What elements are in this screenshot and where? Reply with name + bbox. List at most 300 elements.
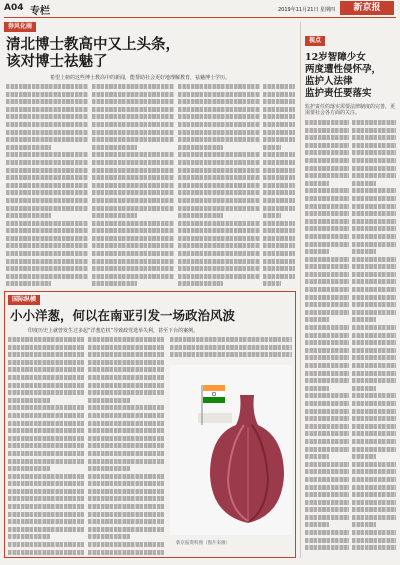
text-line — [92, 243, 174, 248]
text-line — [88, 451, 164, 456]
text-line — [305, 287, 349, 292]
text-line — [352, 424, 396, 429]
text-line — [352, 462, 396, 467]
text-line — [92, 259, 174, 264]
right-body-col-1 — [305, 120, 349, 556]
text-line — [352, 439, 396, 444]
text-line — [305, 158, 349, 163]
text-line — [92, 107, 174, 112]
text-line — [92, 183, 174, 188]
text-line — [263, 145, 281, 150]
text-line — [8, 542, 84, 547]
text-line — [8, 466, 50, 471]
text-line — [88, 527, 164, 532]
text-line — [88, 504, 164, 509]
text-line — [88, 496, 164, 501]
text-line — [352, 538, 396, 543]
text-line — [92, 152, 174, 157]
text-line — [305, 188, 349, 193]
text-line — [352, 211, 396, 216]
text-line — [305, 416, 349, 421]
text-line — [352, 310, 396, 315]
text-line — [305, 249, 329, 254]
text-line — [88, 367, 164, 372]
text-line — [8, 519, 84, 524]
text-line — [352, 166, 396, 171]
text-line — [352, 264, 396, 269]
newspaper-logo: 新京报 — [340, 1, 394, 15]
left-body-col-3 — [178, 84, 260, 288]
text-line — [88, 512, 164, 517]
text-line — [178, 259, 260, 264]
text-line — [305, 242, 349, 247]
text-line — [178, 243, 260, 248]
text-line — [305, 378, 349, 383]
text-line — [8, 534, 50, 539]
left-body-col-1 — [6, 84, 88, 288]
text-line — [178, 251, 260, 256]
right-headline-line4: 监护责任要落实 — [305, 88, 372, 99]
right-subtitle: 监护责任的落实需要法律制度的完善，更需要社会各方面的关注。 — [305, 104, 396, 116]
text-line — [352, 409, 396, 414]
text-line — [6, 236, 88, 241]
text-line — [178, 92, 260, 97]
text-line — [305, 348, 349, 353]
text-line — [305, 257, 349, 262]
text-line — [305, 196, 349, 201]
left-body-col-2 — [92, 84, 174, 288]
text-line — [305, 371, 349, 376]
onion-photo — [170, 365, 292, 535]
text-line — [6, 99, 88, 104]
text-line — [352, 340, 396, 345]
text-line — [352, 333, 396, 338]
text-line — [305, 447, 349, 452]
text-line — [263, 183, 295, 188]
text-line — [305, 325, 349, 330]
text-line — [88, 459, 164, 464]
text-line — [6, 160, 88, 165]
text-line — [352, 393, 396, 398]
text-line — [92, 206, 174, 211]
text-line — [8, 481, 84, 486]
text-line — [305, 431, 349, 436]
text-line — [352, 317, 376, 322]
text-line — [88, 413, 164, 418]
text-line — [352, 234, 396, 239]
text-line — [178, 206, 260, 211]
text-line — [305, 310, 349, 315]
text-line — [6, 130, 88, 135]
text-line — [352, 454, 376, 459]
section-name: 专栏 — [30, 6, 50, 17]
text-line — [352, 522, 376, 527]
text-line — [88, 489, 164, 494]
page-number: A04 — [4, 3, 24, 13]
bottom-body-col-3-top — [170, 337, 292, 363]
text-line — [305, 386, 329, 391]
text-line — [305, 492, 349, 497]
text-line — [6, 243, 88, 248]
bottom-body-col-1 — [8, 337, 84, 555]
text-line — [263, 175, 295, 180]
text-line — [352, 545, 396, 550]
text-line — [263, 228, 295, 233]
right-headline-line3: 监护人法律 — [305, 76, 353, 87]
text-line — [6, 259, 88, 264]
text-line — [263, 114, 295, 119]
text-line — [178, 168, 260, 173]
text-line — [352, 477, 396, 482]
text-line — [352, 416, 396, 421]
text-line — [305, 355, 349, 360]
text-line — [352, 363, 396, 368]
text-line — [305, 454, 329, 459]
text-line — [8, 496, 84, 501]
text-line — [178, 99, 260, 104]
text-line — [305, 538, 349, 543]
text-line — [8, 443, 84, 448]
text-line — [92, 168, 174, 173]
text-line — [305, 340, 349, 345]
text-line — [88, 443, 164, 448]
text-line — [178, 175, 260, 180]
text-line — [92, 114, 174, 119]
text-line — [352, 181, 376, 186]
text-line — [305, 264, 349, 269]
text-line — [263, 198, 295, 203]
text-line — [6, 213, 51, 218]
bottom-body-col-2 — [88, 337, 164, 555]
issue-date: 2019年11月21日 星期四 — [278, 7, 336, 13]
text-line — [305, 128, 349, 133]
text-line — [88, 542, 164, 547]
column-tag-bottom: 国际纵横 — [8, 295, 40, 305]
text-line — [263, 84, 295, 89]
right-body-col-2 — [352, 120, 396, 556]
text-line — [8, 489, 84, 494]
text-line — [305, 507, 349, 512]
text-line — [178, 274, 260, 279]
text-line — [178, 145, 223, 150]
text-line — [263, 130, 295, 135]
text-line — [88, 534, 130, 539]
text-line — [305, 522, 329, 527]
text-line — [178, 107, 260, 112]
text-line — [352, 355, 396, 360]
text-line — [178, 160, 260, 165]
text-line — [352, 279, 396, 284]
left-headline-line1: 清北博士教高中又上头条， — [6, 36, 180, 53]
text-line — [8, 459, 84, 464]
text-line — [263, 122, 295, 127]
text-line — [92, 99, 174, 104]
text-line — [92, 228, 174, 233]
text-line — [178, 190, 260, 195]
text-line — [6, 266, 88, 271]
text-line — [92, 266, 174, 271]
text-line — [305, 166, 349, 171]
text-line — [170, 345, 292, 350]
text-line — [8, 405, 84, 410]
text-line — [88, 398, 130, 403]
text-line — [305, 302, 349, 307]
text-line — [305, 173, 349, 178]
text-line — [305, 272, 349, 277]
text-line — [6, 198, 88, 203]
text-line — [6, 228, 88, 233]
text-line — [88, 481, 164, 486]
text-line — [92, 213, 137, 218]
text-line — [352, 196, 396, 201]
text-line — [6, 168, 88, 173]
text-line — [263, 107, 295, 112]
text-line — [8, 352, 84, 357]
text-line — [352, 401, 396, 406]
text-line — [263, 92, 295, 97]
text-line — [8, 436, 84, 441]
text-line — [6, 281, 51, 286]
text-line — [6, 175, 88, 180]
text-line — [305, 333, 349, 338]
text-line — [8, 345, 84, 350]
text-line — [170, 337, 292, 342]
text-line — [8, 421, 84, 426]
text-line — [263, 221, 295, 226]
text-line — [178, 183, 260, 188]
text-line — [178, 84, 260, 89]
text-line — [8, 383, 84, 388]
text-line — [263, 274, 295, 279]
text-line — [352, 204, 396, 209]
text-line — [352, 226, 396, 231]
text-line — [305, 424, 349, 429]
text-line — [263, 160, 295, 165]
text-line — [8, 451, 84, 456]
text-line — [263, 213, 281, 218]
column-divider — [300, 22, 301, 558]
bottom-headline: 小小洋葱，何以在南亚引发一场政治风波 — [10, 308, 236, 323]
text-line — [170, 352, 292, 357]
text-line — [352, 492, 396, 497]
text-line — [263, 99, 295, 104]
text-line — [305, 515, 349, 520]
text-line — [6, 145, 51, 150]
text-line — [178, 266, 260, 271]
text-line — [178, 137, 260, 142]
text-line — [88, 405, 164, 410]
left-subtitle: 希望上榜的这些博士教高中的新闻，能帮助社会更好地理解教育，祛魅博士学历。 — [50, 75, 231, 81]
text-line — [352, 242, 396, 247]
text-line — [178, 236, 260, 241]
text-line — [8, 527, 84, 532]
text-line — [305, 439, 349, 444]
text-line — [92, 175, 174, 180]
text-line — [178, 281, 223, 286]
text-line — [6, 251, 88, 256]
text-line — [305, 477, 349, 482]
text-line — [305, 295, 349, 300]
text-line — [178, 130, 260, 135]
text-line — [305, 135, 349, 140]
text-line — [352, 325, 396, 330]
text-line — [8, 512, 84, 517]
text-line — [352, 257, 396, 262]
text-line — [88, 436, 164, 441]
text-line — [178, 114, 260, 119]
text-line — [352, 348, 396, 353]
text-line — [305, 204, 349, 209]
text-line — [263, 251, 295, 256]
text-line — [178, 228, 260, 233]
text-line — [6, 221, 88, 226]
column-tag-right: 视点 — [305, 36, 325, 46]
page-header — [0, 0, 400, 18]
bottom-subtitle: 印度历史上就曾发生过多起“洋葱危机”导致政党选举失利，甚至下台的案例。 — [28, 328, 199, 334]
text-line — [92, 274, 174, 279]
text-line — [263, 137, 295, 142]
text-line — [352, 150, 396, 155]
text-line — [92, 145, 137, 150]
text-line — [88, 474, 164, 479]
text-line — [352, 135, 396, 140]
text-line — [305, 211, 349, 216]
text-line — [8, 474, 84, 479]
text-line — [88, 360, 164, 365]
text-line — [92, 281, 137, 286]
text-line — [352, 378, 396, 383]
text-line — [178, 221, 260, 226]
text-line — [6, 152, 88, 157]
text-line — [305, 409, 349, 414]
text-line — [352, 371, 396, 376]
text-line — [305, 500, 349, 505]
text-line — [263, 168, 295, 173]
text-line — [88, 550, 164, 555]
text-line — [305, 462, 349, 467]
text-line — [352, 500, 396, 505]
text-line — [178, 198, 260, 203]
text-line — [352, 120, 396, 125]
text-line — [6, 92, 88, 97]
text-line — [92, 190, 174, 195]
text-line — [305, 226, 349, 231]
text-line — [352, 447, 396, 452]
text-line — [263, 190, 295, 195]
text-line — [8, 504, 84, 509]
text-line — [305, 363, 349, 368]
text-line — [352, 173, 396, 178]
left-headline — [6, 36, 180, 70]
right-headline — [305, 52, 397, 100]
column-tag-left: 券风化雨 — [4, 22, 36, 32]
text-line — [352, 287, 396, 292]
text-line — [352, 272, 396, 277]
text-line — [305, 150, 349, 155]
text-line — [305, 219, 349, 224]
text-line — [352, 515, 396, 520]
text-line — [8, 375, 84, 380]
text-line — [92, 92, 174, 97]
text-line — [352, 158, 396, 163]
text-line — [88, 390, 164, 395]
text-line — [263, 259, 295, 264]
text-line — [88, 352, 164, 357]
text-line — [178, 213, 223, 218]
text-line — [305, 120, 349, 125]
text-line — [8, 390, 84, 395]
text-line — [352, 302, 396, 307]
text-line — [88, 428, 164, 433]
text-line — [305, 469, 349, 474]
text-line — [352, 143, 396, 148]
text-line — [6, 206, 88, 211]
text-line — [305, 279, 349, 284]
text-line — [305, 317, 329, 322]
text-line — [352, 530, 396, 535]
text-line — [8, 398, 50, 403]
text-line — [8, 413, 84, 418]
text-line — [263, 236, 295, 241]
text-line — [92, 221, 174, 226]
text-line — [8, 550, 84, 555]
text-line — [8, 360, 84, 365]
text-line — [305, 393, 349, 398]
text-line — [352, 188, 396, 193]
text-line — [263, 243, 295, 248]
text-line — [92, 251, 174, 256]
text-line — [352, 249, 376, 254]
text-line — [6, 137, 88, 142]
text-line — [6, 114, 88, 119]
text-line — [352, 485, 396, 490]
right-headline-line2: 两度遭性侵怀孕， — [305, 64, 382, 75]
onion-illustration-icon — [170, 365, 292, 535]
text-line — [6, 190, 88, 195]
text-line — [305, 401, 349, 406]
text-line — [88, 337, 164, 342]
left-body-col-4 — [263, 84, 295, 288]
right-headline-line1: 12岁智障少女 — [305, 52, 366, 63]
text-line — [6, 183, 88, 188]
text-line — [352, 128, 396, 133]
text-line — [8, 367, 84, 372]
text-line — [92, 160, 174, 165]
text-line — [305, 545, 349, 550]
text-line — [352, 386, 376, 391]
text-line — [263, 281, 281, 286]
text-line — [88, 519, 164, 524]
text-line — [6, 84, 88, 89]
text-line — [352, 219, 396, 224]
text-line — [352, 469, 396, 474]
text-line — [88, 383, 164, 388]
text-line — [263, 206, 295, 211]
header-rule — [4, 17, 396, 18]
text-line — [92, 137, 174, 142]
text-line — [352, 295, 396, 300]
text-line — [88, 421, 164, 426]
text-line — [88, 375, 164, 380]
text-line — [6, 107, 88, 112]
text-line — [8, 428, 84, 433]
text-line — [92, 198, 174, 203]
text-line — [263, 152, 295, 157]
text-line — [8, 337, 84, 342]
text-line — [178, 152, 260, 157]
text-line — [92, 84, 174, 89]
text-line — [305, 181, 329, 186]
